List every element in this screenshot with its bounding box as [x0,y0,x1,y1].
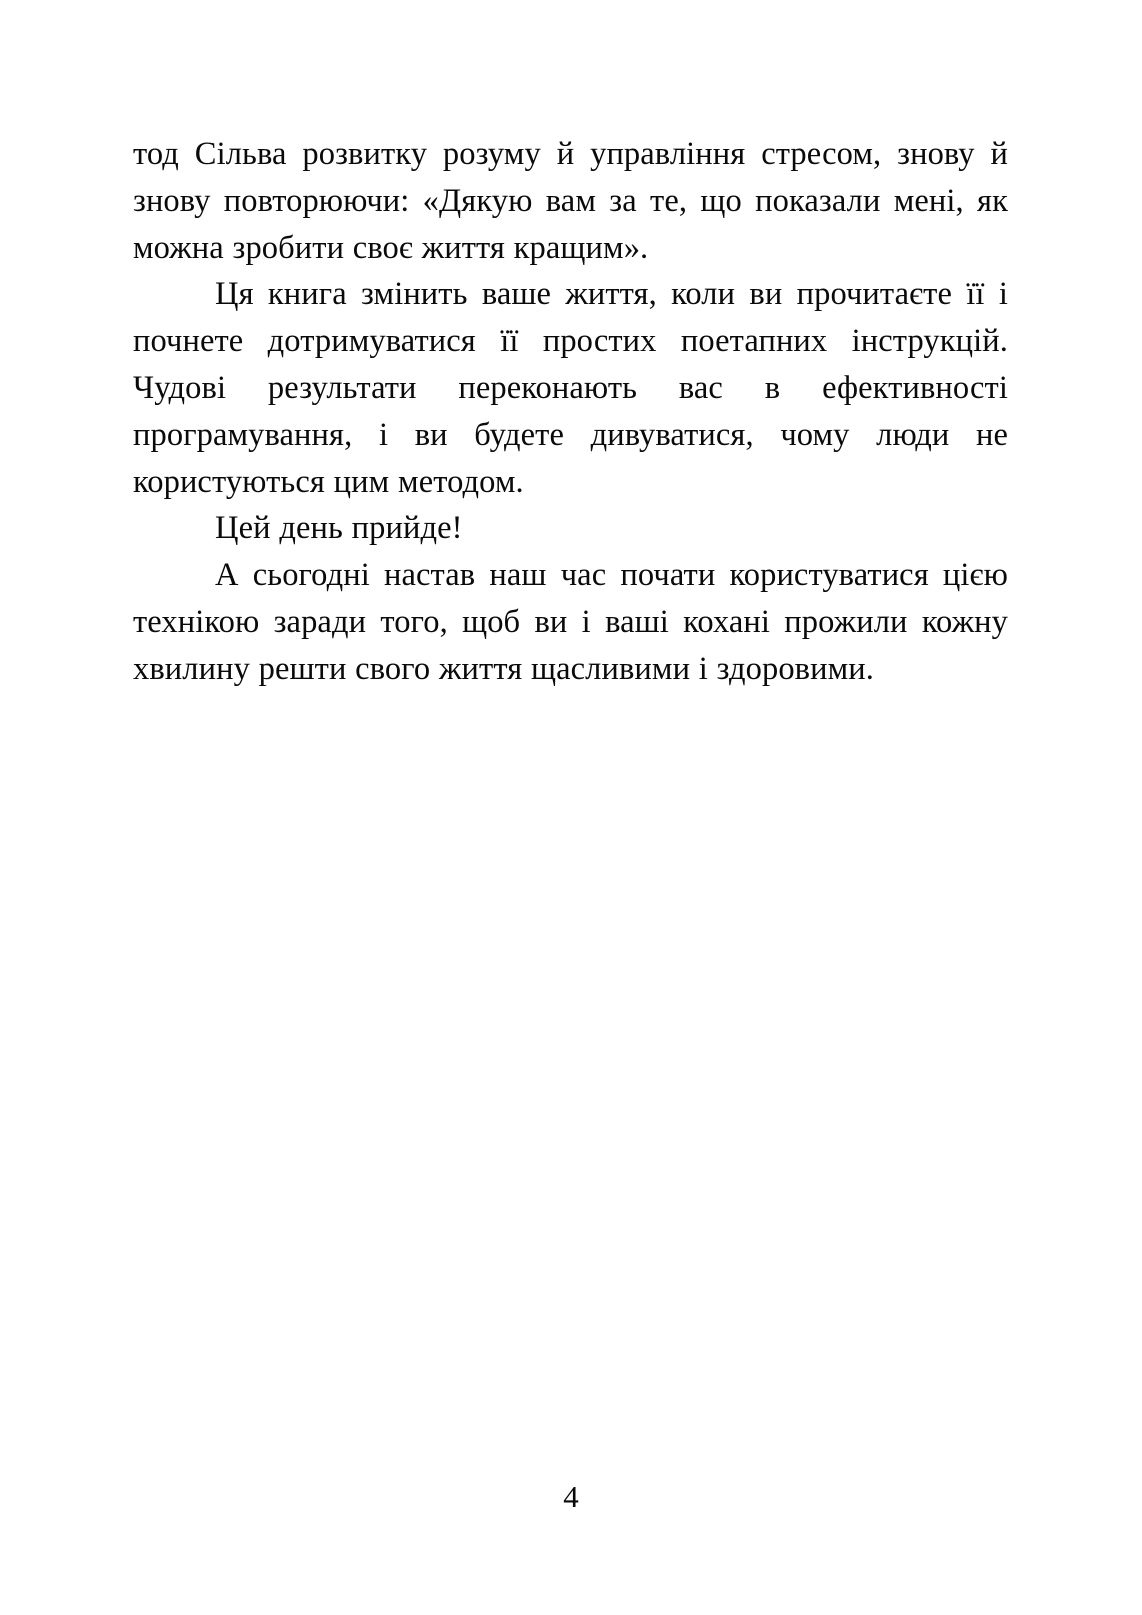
paragraph-book-will-change: Ця книга змінить ваше життя, коли ви прочитаєте її і почнете дотримуватися її простих поетапних інструкцій. Чудові результати переконають вас в ефективності програмування, і ви будете дивуватися, чому люди не користуються цим методом. [133,276,1008,500]
paragraph-continuation: тод Сільва розвитку розуму й управління стресом, знову й знову повторюючи: «Дякую вам за те, що показали мені, як можна зробити своє життя кращим». [133,136,1008,266]
paragraph-today-is-the-time: А сьогодні настав наш час почати користуватися цією технікою заради того, щоб ви і ваші кохані прожили кожну хвилину решти свого життя щасливими і здоровими. [133,557,1008,687]
page-number: 4 [563,1479,579,1514]
paragraph-that-day-will-come: Цей день прийде! [215,510,463,547]
body-text-column [133,131,1008,693]
